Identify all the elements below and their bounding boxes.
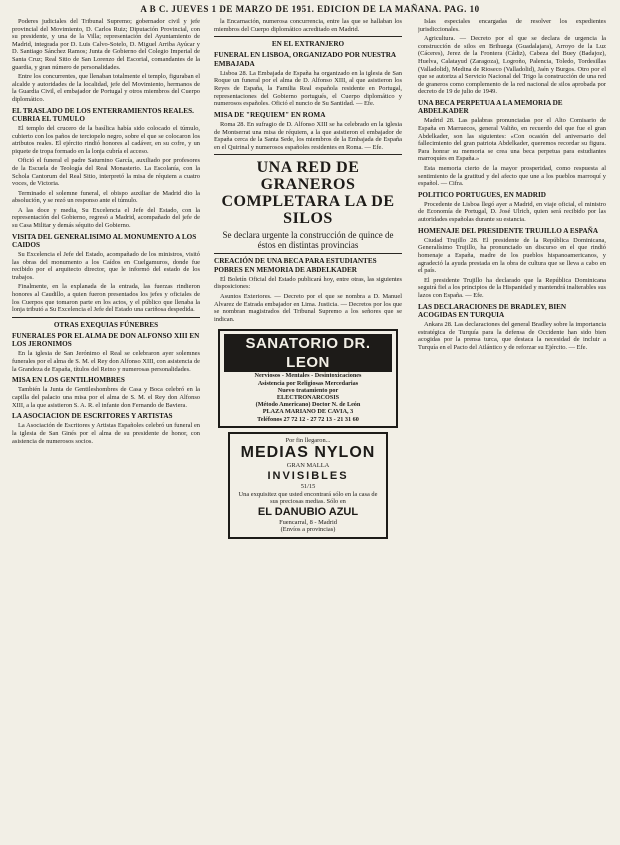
ad-subtitle: GRAN MALLA [286, 462, 330, 470]
article-paragraph: Roma 28. En sufragio de D. Alfonso XIII se ha celebrado en la iglesia de Montserrat una misa de réquiem, a la que asistieron el embajador de España cerca de la Santa Sede, los miembros de la Embajada de España en el Quirinal y numerosos españoles residentes en Roma. — Efe. [214, 120, 402, 151]
ad-line: Nuevo tratamiento por [277, 386, 339, 394]
article-paragraph: Ciudad Trujillo 28. El presidente de la República Dominicana, Generalísimo Trujillo, ha pronunciado un discurso en el que rindió homenaje a España, madre de los pueblos hispanoamericanos, y agradeció la ayuda prestada en la obra de cultura que se lleva a cabo en el país. [418, 236, 606, 275]
article-headline: MISA EN LOS GENTILHOMBRES [12, 376, 125, 385]
article-paragraph: En la iglesia de San Jerónimo el Real se celebraron ayer solemnes funerales por el alma de S. M. el Rey don Alfonso XIII, con asistencia de la Grandeza de España, títulos del Reino y numerosas personalidades. [12, 350, 200, 373]
article-headline: MISA DE "REQUIEM" EN ROMA [214, 110, 326, 119]
ad-line: Teléfonos 27 72 12 - 27 72 13 - 21 31 60 [257, 415, 359, 423]
article-paragraph: la Encarnación, numerosa concurrencia, entre las que se hallaban los miembros del Cuerpo diplomático acreditado en Madrid. [214, 18, 402, 33]
column-rule [214, 253, 402, 254]
article-paragraph: Ofició el funeral el padre Saturnino García, auxiliado por profesores de la Escuela de Teología del Real Monasterio. La Escolanía, con la Schola Cantorum del Real Sitio, interpretó la misa de réquiem a cuatro voces, de Victoria. [12, 157, 200, 188]
column-1 [12, 18, 200, 838]
ad-line: Nerviosos - Mentales - Desintoxicaciones [254, 372, 362, 380]
ad-gauge: 51/15 [300, 482, 316, 490]
ad-line: Asistencia por Religiosas Mercedarias [257, 379, 359, 387]
article-paragraph: Procedente de Lisboa llegó ayer a Madrid, en viaje oficial, el ministro de Economía de Portugal, D. José Ulrich, quien será recibido por las autoridades españolas durante su estancia. [418, 200, 606, 224]
ad-description: Una exquisitez que usted encontrará sólo en la casa de sus preciosas medias. Sólo en [238, 490, 378, 506]
article-headline: HOMENAJE DEL PRESIDENTE TRUJILLO A ESPAÑA [418, 226, 599, 235]
column-rule [12, 317, 200, 318]
ad-store-name: EL DANUBIO AZUL [257, 505, 359, 518]
main-headline: UNA RED DE GRANEROS COMPLETARA LA DE SILOS [221, 159, 395, 228]
headline-deck: Se declara urgente la construcción de quince de éstos en distintas provincias [222, 230, 394, 251]
ad-product: MEDIAS NYLON [240, 444, 376, 462]
article-paragraph: A las doce y media, Su Excelencia el Jefe del Estado, con la representación del Gobierno, regresó a Madrid, acompañado del jefe de su Casa Militar y demás séquito del Gobierno. [12, 206, 200, 230]
article-paragraph: El presidente Trujillo ha declarado que la República Dominicana seguirá fiel a los principios de la Hispanidad y mantendrá inalterables sus lazos con España. — Efe. [418, 276, 606, 300]
article-headline: LA ASOCIACION DE ESCRITORES Y ARTISTAS [12, 412, 173, 421]
article-headline: POLITICO PORTUGUES, EN MADRID [418, 190, 546, 199]
article-headline: UNA BECA PERPETUA A LA MEMORIA DE ABDELKADER [418, 98, 563, 116]
article-paragraph: Entre los concurrentes, que llenaban totalmente el templo, figuraban el alcalde y autoridades de la localidad, jefe del Movimiento, hermanos de la Guardia Civil, el embajador de Portugal y otros miembros del Cuerpo diplomático. [12, 73, 200, 103]
column-rule [214, 154, 402, 155]
article-headline: EL TRASLADO DE LOS ENTERRAMIENTOS REALES. CUBRIA EL TUMULO [12, 106, 194, 123]
article-headline: FUNERAL EN LISBOA, ORGANIZADO POR NUESTRA EMBAJADA [214, 51, 396, 68]
article-paragraph: Poderes judiciales del Tribunal Supremo; gobernador civil y jefe provincial del Movimiento, D. Carlos Ruiz; Diputación Provincial, con su presidente, y una de la Villa; representación del Ayuntamiento de Madrid, integrada por D. Luis Calvo-Sotelo, D. Miguel Arriba Ayúcar y D. Santiago Sánchez Ramos; Junta de Gobierno del Colegio Imperial de Santa Cruz; Real Sitio de San Lorenzo del Escorial, comandantes de la guardia, y gran número de personalidades. [12, 18, 200, 71]
article-paragraph: Terminado el solemne funeral, el obispo auxiliar de Madrid dio la absolución, y se rezó un responso ante el túmulo. [12, 189, 200, 205]
article-headline: CREACIÓN DE UNA BECA PARA ESTUDIANTES POBRES EN MEMORIA DE ABDELKADER [214, 257, 377, 274]
article-paragraph: Islas especiales encargadas de resolver los expedientes jurisdiccionales. [418, 18, 606, 33]
article-paragraph: Lisboa 28. La Embajada de España ha organizado en la iglesia de San Roque un funeral por el alma de D. Alfonso XIII, al que asistieron los Reyes de España, la Familia Real española residente en Portugal, representaciones del Gobierno portugués, el Cuerpo diplomático y numerosos españoles. Ofició el nuncio de Su Santidad. — Efe. [214, 69, 402, 108]
column-2 [214, 18, 402, 838]
article-paragraph: El Boletín Oficial del Estado publicará hoy, entre otras, las siguientes disposiciones: [214, 275, 402, 291]
stockings-advertisement [228, 432, 388, 539]
ad-line: ELECTRONARCOSIS [276, 393, 340, 401]
article-paragraph: La Asociación de Escritores y Artistas Españoles celebró un funeral en la iglesia de San Ginés por el alma de su presidente de honor, con asistencia de numerosos socios. [12, 422, 200, 445]
article-paragraph: Ankara 28. Las declaraciones del general Bradley sobre la importancia estratégica de Turquía para la defensa de Occidente han sido bien acogidas por la prensa turca, que destaca la necesidad de incluir a Turquía en el Pacto del Atlántico y de reforzar su Ejército. — Efe. [418, 321, 606, 351]
article-paragraph: Asuntos Exteriores. — Decreto por el que se nombra a D. Manuel Alvarez de Estrada embajador en Lima. Justicia. — Decretos por los que se nombran magistrados del Tribunal Supremo a los señores que se indican. [214, 292, 402, 323]
article-paragraph: Agricultura. — Decreto por el que se declara de urgencia la construcción de silos en Brihuega (Guadalajara), Arroyo de la Luz (Cáceres), Jerez de la Frontera (Cádiz), Cabeza del Buey (Badajoz), Huelva, Calatayud (Zaragoza), Logroño, Palencia, Toledo, Tordesillas (Valladolid), Medina de Rioseco (Valladolid), Jaén y Burgos. Otro por el que se autoriza al Servicio Nacional del Trigo la construcción de una red de graneros como complemento de la red nacional de silos aprobada por decreto de 19 de julio de 1949. [418, 35, 606, 96]
article-paragraph: Madrid 28. Las palabras pronunciadas por el Alto Comisario de España en Marruecos, general Valiño, en recuerdo del que fue el gran Abdelkader, son las siguientes: «Con ocasión del aniversario del fallecimiento del gran patriota Abdelkader, queremos recordar su figura. Para honrar su memoria se crea una beca perpetua para estudiantes marroquíes en España.» [418, 117, 606, 163]
ad-line: PLAZA MARIANO DE CAVIA, 3 [262, 408, 354, 416]
article-headline: FUNERALES POR EL ALMA DE DON ALFONSO XIII EN LOS JERONIMOS [12, 332, 200, 349]
article-paragraph: Esta memoria cierto de la mayor prosperidad, como respuesta al sentimiento de la gratitud y del afecto que une a los pueblos marroquí y español. — Cifra. [418, 164, 606, 188]
page-masthead: A B C. JUEVES 1 DE MARZO DE 1951. EDICION DE LA MAÑANA. PAG. 10 [140, 4, 480, 14]
column-3 [418, 18, 606, 838]
ad-line: (Método Americano) Doctor N. de León [255, 401, 361, 409]
section-heading: EN EL EXTRANJERO [271, 40, 345, 49]
article-headline: LAS DECLARACIONES DE BRADLEY, BIEN ACOGIDAS EN TURQUIA [418, 302, 567, 319]
ad-brand: SANATORIO DR. LEON [224, 334, 392, 372]
ad-intro: Por fin llegaron... [285, 436, 331, 444]
article-paragraph: También la Junta de Gentileshombres de Casa y Boca celebró en la capilla del palacio una misa por el alma de S. M. el Rey don Alfonso XIII, a la que asistieron S. A. R. el infante don Fernando de Baviera. [12, 386, 200, 409]
article-paragraph: El templo del crucero de la basílica había sido colocado el túmulo, cubierto con los paños de terciopelo negro, sobre el que se colocaron los atributos reales. El ejército rindió honores al cadáver, en su cofre, y un piquete de tropa formado en la lonja cubría el acceso. [12, 124, 200, 155]
article-paragraph: Finalmente, en la explanada de la entrada, las fuerzas rindieron honores al Caudillo, a quien fueron presentados los jefes y oficiales de los Cuerpos que tomaron parte en los actos, y el público que llenaba la lonja tributó a Su Excelencia el Jefe del Estado una cariñosa despedida. [12, 283, 200, 314]
article-headline: VISITA DEL GENERALISIMO AL MONUMENTO A LOS CAIDOS [12, 232, 197, 249]
sanatorium-advertisement [218, 329, 398, 427]
ad-feature: INVISIBLES [267, 469, 349, 482]
ad-note: (Envíos a provincias) [280, 526, 336, 534]
section-heading: OTRAS EXEQUIAS FÚNEBRES [53, 320, 159, 329]
column-rule [214, 36, 402, 37]
article-paragraph: Su Excelencia el Jefe del Estado, acompañado de los ministros, visitó las obras del monumento a los Caídos en Cuelgamuros, donde fue recibido por el arquitecto director, que le informó del estado de los trabajos. [12, 251, 200, 281]
ad-address: Fuencarral, 8 - Madrid [279, 518, 337, 526]
